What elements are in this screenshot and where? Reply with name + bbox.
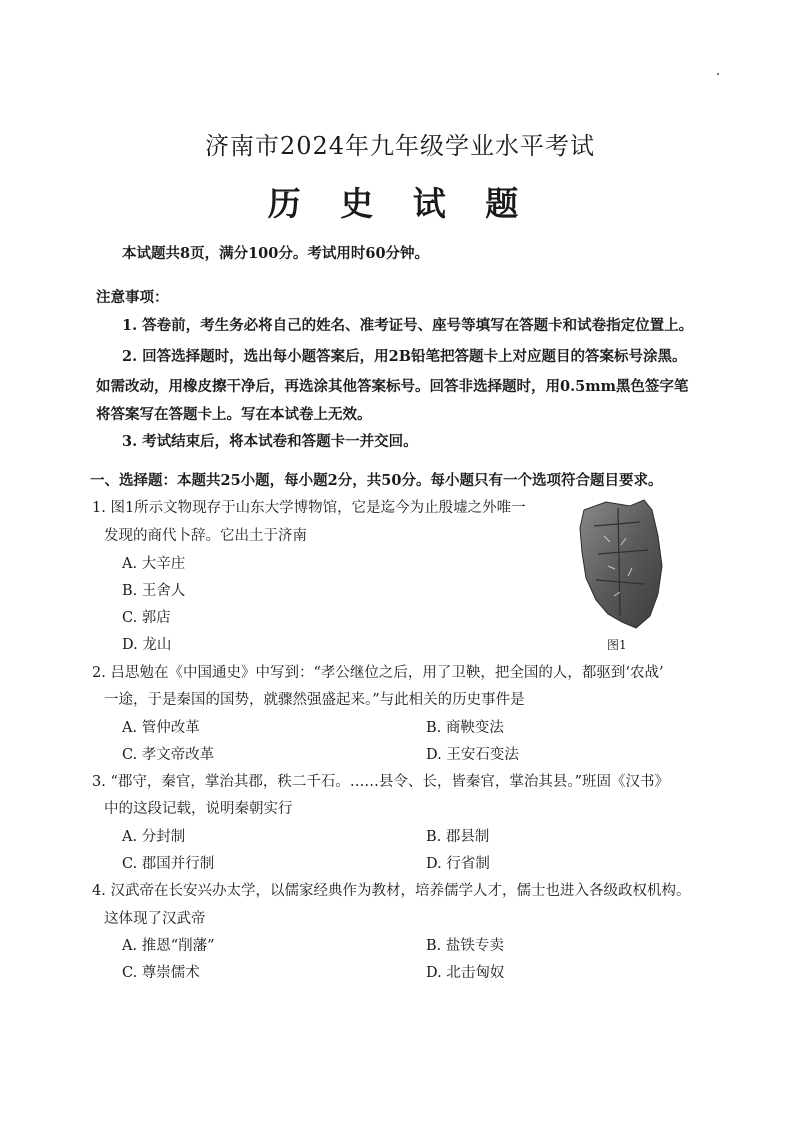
- question-4-option-c: C. 尊崇儒术: [122, 965, 200, 981]
- question-2-stem-line-1: 2. 吕思勉在《中国通史》中写到：“孝公继位之后，用了卫鞅，把全国的人，都驱到‘农战’: [92, 665, 664, 681]
- notice-item-2-line-2: 如需改动，用橡皮擦干净后，再选涂其他答案标号。回答非选择题时，用0.5mm黑色签字笔: [96, 378, 689, 395]
- question-1-option-d: D. 龙山: [122, 637, 172, 653]
- notice-item-2-line-1: 2. 回答选择题时，选出每小题答案后，用2B铅笔把答题卡上对应题目的答案标号涂黑。: [122, 348, 687, 365]
- subject-title: 历 史 试 题: [267, 184, 533, 223]
- figure-1-label: 图1: [607, 638, 627, 652]
- question-1-option-b: B. 王舍人: [122, 583, 186, 599]
- question-4-option-a: A. 推恩“削藩”: [122, 938, 215, 954]
- question-3-option-b: B. 郡县制: [426, 829, 490, 845]
- oracle-bone-fragment-icon: [578, 496, 666, 630]
- question-2-option-c: C. 孝文帝改革: [122, 747, 215, 763]
- question-4-option-d: D. 北击匈奴: [426, 965, 505, 981]
- question-1-stem-line-1: 1. 图1所示文物现存于山东大学博物馆，它是迄今为止殷墟之外唯一: [92, 500, 526, 516]
- question-2-option-a: A. 管仲改革: [122, 720, 200, 736]
- question-2-option-d: D. 王安石变法: [426, 747, 519, 763]
- question-4-stem-line-1: 4. 汉武帝在长安兴办太学，以儒家经典作为教材，培养儒学人才，儒士也进入各级政权机构。: [92, 883, 691, 899]
- notice-item-1: 1. 答卷前，考生务必将自己的姓名、准考证号、座号等填写在答题卡和试卷指定位置上。: [122, 317, 694, 334]
- exam-title: 济南市2024年九年级学业水平考试: [204, 132, 596, 160]
- question-3-option-a: A. 分封制: [122, 829, 186, 845]
- question-3-option-c: C. 郡国并行制: [122, 856, 215, 872]
- question-1-stem-line-2: 发现的商代卜辞。它出土于济南: [104, 528, 307, 544]
- question-2-option-b: B. 商鞅变法: [426, 720, 504, 736]
- question-4-stem-line-2: 这体现了汉武帝: [104, 911, 206, 927]
- notice-heading: 注意事项：: [96, 289, 169, 306]
- question-1-option-a: A. 大辛庄: [122, 556, 186, 572]
- notice-item-2-line-3: 将答案写在答题卡上。写在本试卷上无效。: [96, 406, 372, 423]
- scan-speck: [717, 73, 719, 75]
- question-3-option-d: D. 行省制: [426, 856, 490, 872]
- question-3-stem-line-2: 中的这段记载，说明秦朝实行: [104, 801, 293, 817]
- question-4-option-b: B. 盐铁专卖: [426, 938, 504, 954]
- question-3-stem-line-1: 3. “郡守，秦官，掌治其郡，秩二千石。……县令、长，皆秦官，掌治其县。”班固《汉书》: [92, 774, 670, 790]
- section-heading: 一、选择题：本题共25小题，每小题2分，共50分。每小题只有一个选项符合题目要求。: [90, 472, 663, 489]
- question-1-option-c: C. 郭店: [122, 610, 171, 626]
- exam-intro: 本试题共8页，满分100分。考试用时60分钟。: [122, 245, 430, 262]
- notice-item-3: 3. 考试结束后，将本试卷和答题卡一并交回。: [122, 433, 418, 450]
- question-2-stem-line-2: 一途，于是秦国的国势，就骤然强盛起来。”与此相关的历史事件是: [104, 692, 525, 708]
